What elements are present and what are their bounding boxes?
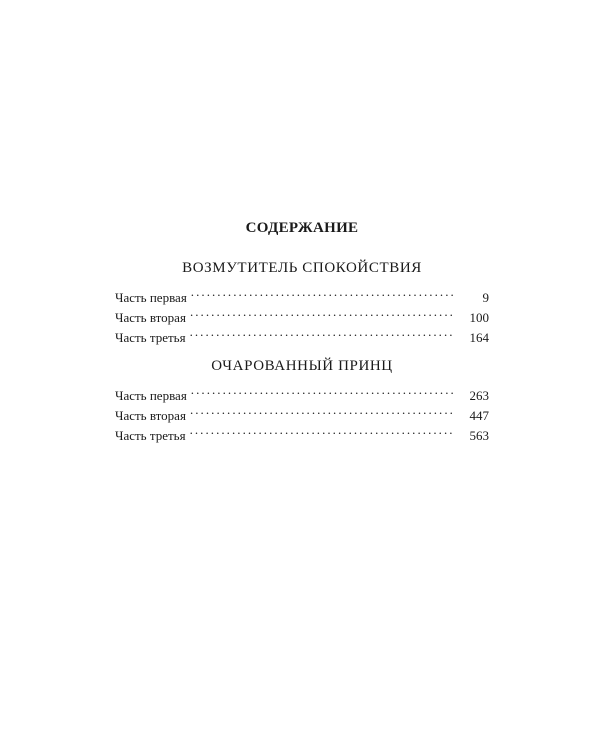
dot-leader (190, 400, 453, 420)
table-of-contents (115, 218, 489, 443)
toc-entry[interactable] (115, 282, 489, 305)
dot-leader (191, 380, 453, 400)
dot-leader (190, 420, 453, 440)
toc-title: СОДЕРЖАНИЕ (245, 220, 359, 236)
section-title: ВОЗМУТИТЕЛЬ СПОКОЙСТВИЯ (182, 260, 422, 276)
page-number: 9 (453, 288, 489, 308)
page-number: 100 (453, 308, 489, 328)
entry-list (115, 380, 489, 443)
page-number: 164 (453, 328, 489, 348)
dot-leader (190, 302, 453, 322)
entry-list (115, 282, 489, 345)
toc-section-2 (115, 356, 489, 443)
section-title: ОЧАРОВАННЫЙ ПРИНЦ (211, 358, 393, 374)
toc-entry[interactable] (115, 380, 489, 403)
page-number: 263 (453, 386, 489, 406)
dot-leader (191, 282, 453, 302)
entry-label: Часть вторая (115, 408, 186, 423)
entry-label: Часть первая (115, 290, 187, 305)
entry-label: Часть третья (115, 330, 186, 345)
page-number: 563 (453, 426, 489, 446)
page-number: 447 (453, 406, 489, 426)
entry-label: Часть вторая (115, 310, 186, 325)
entry-label: Часть первая (115, 388, 187, 403)
entry-label: Часть третья (115, 428, 186, 443)
dot-leader (190, 322, 453, 342)
toc-section-1 (115, 258, 489, 345)
